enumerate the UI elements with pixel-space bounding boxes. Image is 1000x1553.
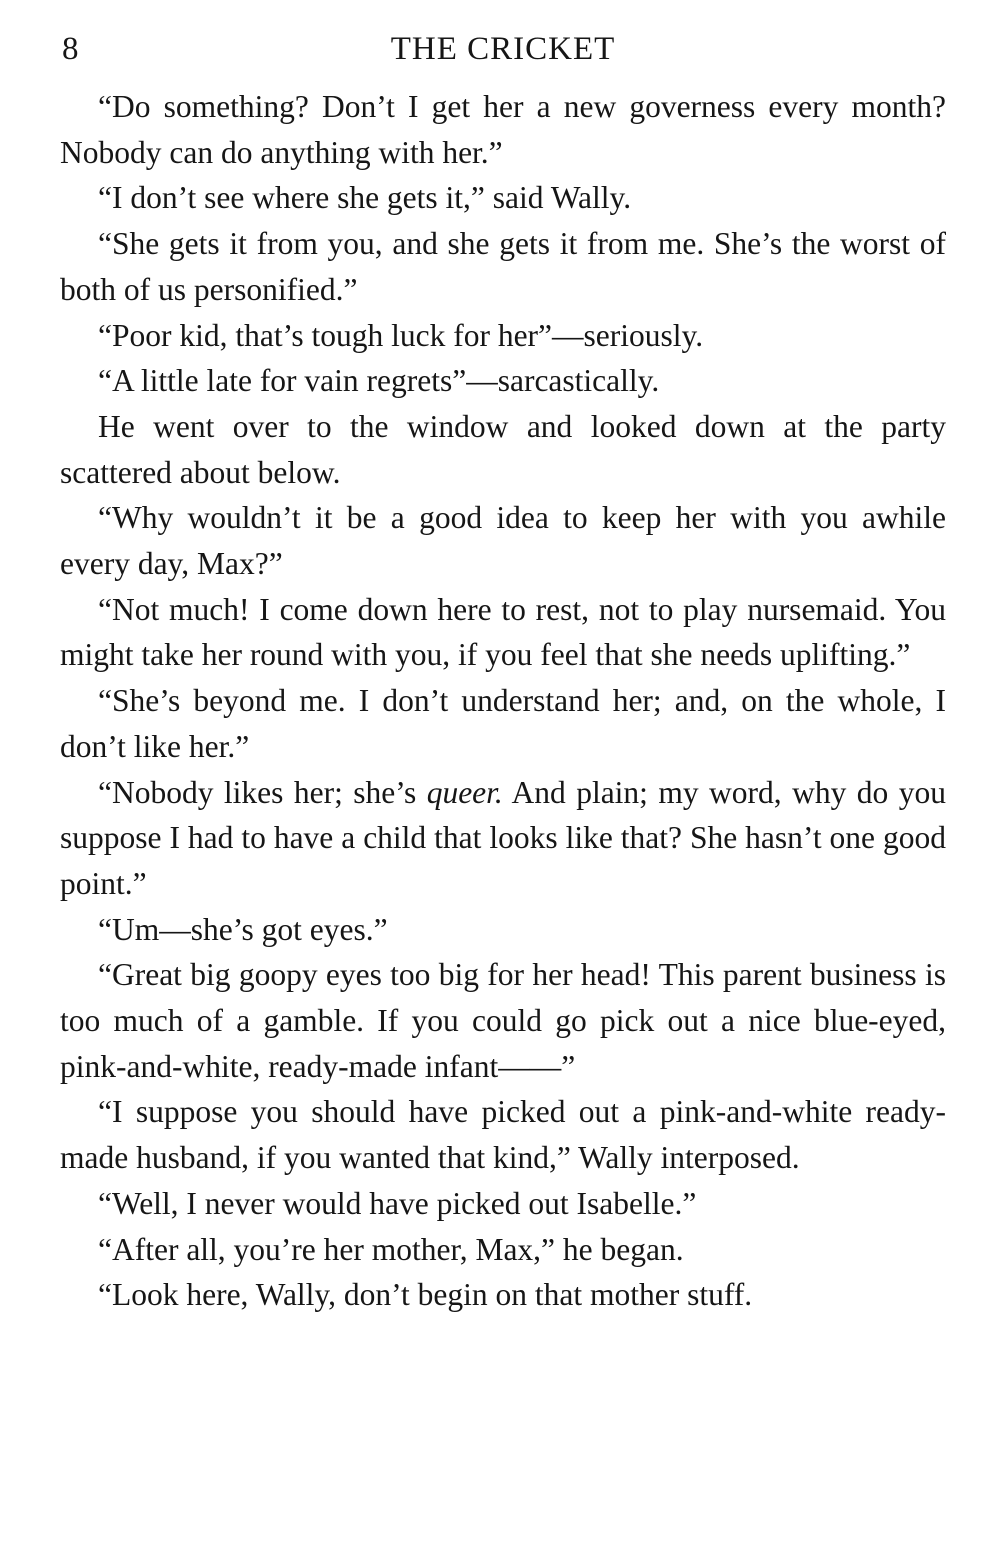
- paragraph: “Do something? Don’t I get her a new governess every month? Nobody can do anything with her.”: [60, 89, 946, 170]
- paragraph: [60, 770, 946, 907]
- page-header: [60, 24, 946, 74]
- paragraph: “Um—she’s got eyes.”: [98, 911, 388, 947]
- paragraph: “Not much! I come down here to rest, not to play nursemaid. You might take her round with you, if you feel that she needs uplifting.”: [60, 591, 946, 673]
- paragraph-text: And plain; my word, why do you suppose I had to have a child that looks like that? She hasn’t one good point.”: [60, 774, 946, 901]
- paragraph: “I suppose you should have picked out a pink-and-white ready-made husband, if you wanted that kind,” Wally interposed.: [60, 1094, 946, 1176]
- paragraph: “A little late for vain regrets”—sarcastically.: [98, 363, 660, 399]
- paragraph: “She gets it from you, and she gets it from me. She’s the worst of both of us personified.”: [60, 226, 946, 307]
- paragraph: “She’s beyond me. I don’t understand her; and, on the whole, I don’t like her.”: [60, 683, 946, 764]
- body-text: [60, 84, 946, 1318]
- paragraph: “Poor kid, that’s tough luck for her”—seriously.: [98, 317, 704, 353]
- page-number: 8: [62, 31, 79, 67]
- paragraph: “Look here, Wally, don’t begin on that mother stuff.: [98, 1277, 753, 1313]
- paragraph: He went over to the window and looked down at the party scattered about below.: [60, 408, 946, 490]
- paragraph: “I don’t see where she gets it,” said Wally.: [98, 180, 632, 216]
- paragraph: “After all, you’re her mother, Max,” he began.: [98, 1231, 684, 1267]
- running-head: THE CRICKET: [390, 31, 616, 67]
- paragraph: “Well, I never would have picked out Isabelle.”: [98, 1185, 697, 1221]
- italic-word: queer.: [426, 774, 503, 810]
- paragraph: “Great big goopy eyes too big for her head! This parent business is too much of a gamble. If you could go pick out a nice blue-eyed, pink-and-white, ready-made infant——”: [60, 957, 946, 1084]
- paragraph: “Why wouldn’t it be a good idea to keep her with you awhile every day, Max?”: [60, 500, 946, 582]
- paragraph-text: “Nobody likes her; she’s: [98, 774, 427, 810]
